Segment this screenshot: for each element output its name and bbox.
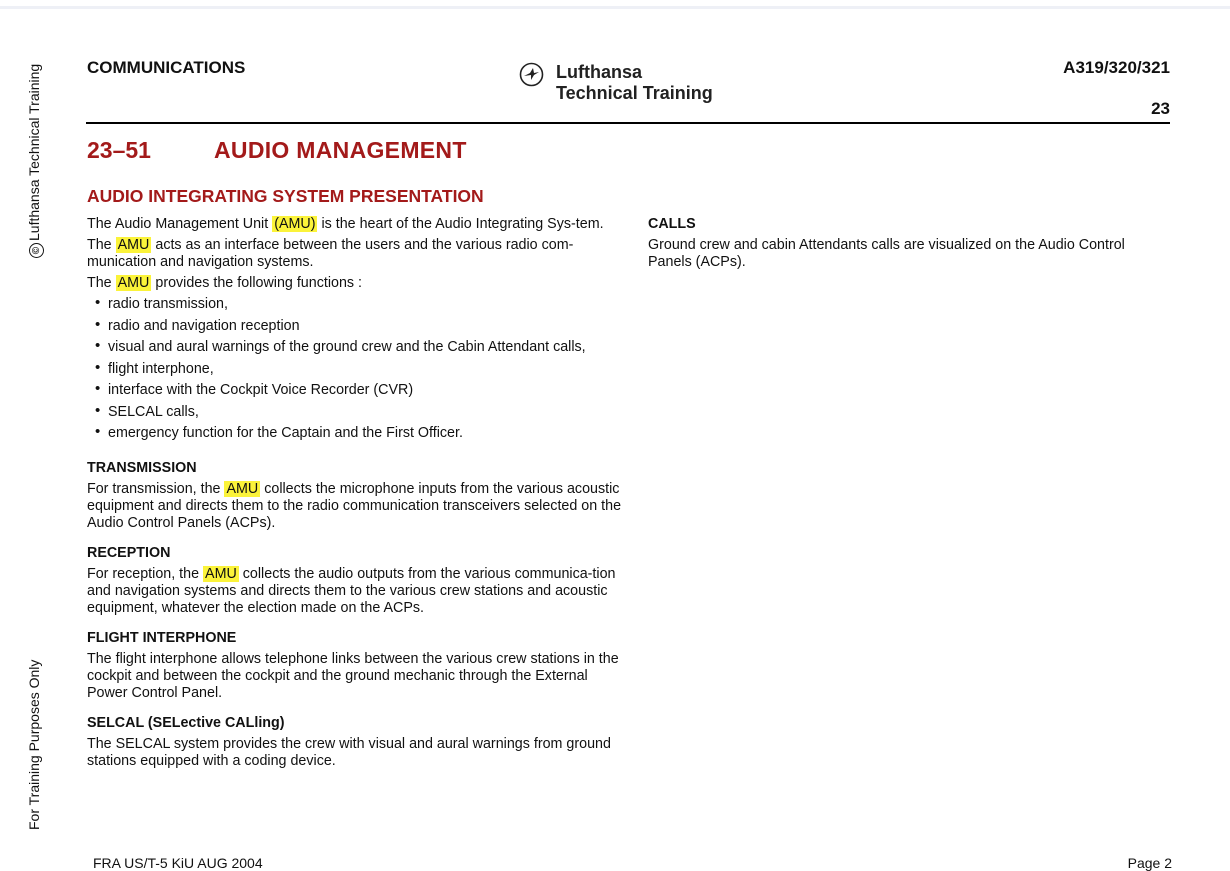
amu-highlight: (AMU) [274, 216, 316, 232]
chapter-label: COMMUNICATIONS [87, 58, 246, 77]
transmission-text: For transmission, the AMU collects the microphone inputs from the various acoustic equipment and directs them to the radio communication transceivers selected on the Audio Control Panels (ACPs). [87, 480, 622, 531]
logo-line-2: Technical Training [556, 83, 713, 103]
reception-text: For reception, the AMU collects the audio outputs from the various communica-tion and navigation systems and directs them to the various crew stations and acoustic equipment, whatever the election made on the ACPs. [87, 565, 616, 616]
page-number: Page 2 [1127, 855, 1172, 871]
logo-line-1: Lufthansa [556, 62, 643, 82]
list-item: • radio transmission, [87, 296, 622, 318]
intro-paragraph-2: The AMU acts as an interface between the users and the various radio com-munication and navigation systems. [87, 237, 574, 270]
calls-heading: CALLS [648, 216, 696, 232]
section-number: 23–51 [87, 137, 151, 163]
selcal-heading: SELCAL (SELective CALling) [87, 714, 285, 731]
lufthansa-logo [519, 62, 713, 104]
amu-highlight: AMU [117, 275, 150, 291]
intro-paragraph-3: The AMU provides the following functions : [87, 275, 362, 291]
training-note: For Training Purposes Only [26, 659, 42, 830]
amu-highlight: AMU [226, 480, 259, 497]
chapter-number: 23 [1151, 99, 1170, 118]
left-column [87, 216, 622, 774]
list-item: • interface with the Cockpit Voice Recorder (CVR) [87, 382, 622, 404]
amu-highlight: AMU [117, 237, 150, 253]
header-rule [86, 122, 1170, 124]
aircraft-type: A319/320/321 [1063, 58, 1170, 77]
top-border [0, 6, 1230, 9]
intro-paragraph-1: The Audio Management Unit (AMU) is the heart of the Audio Integrating Sys-tem. [87, 216, 604, 232]
selcal-text: The SELCAL system provides the crew with visual and aural warnings from ground stations equipped with a coding device. [87, 735, 611, 769]
section-title: AUDIO MANAGEMENT [214, 137, 467, 163]
copyright-text: Lufthansa Technical Training [26, 63, 42, 241]
calls-text: Ground crew and cabin Attendants calls are visualized on the Audio Control Panels (ACPs). [648, 237, 1125, 270]
interphone-text: The flight interphone allows telephone links between the various crew stations in the cockpit and between the cockpit and the ground mechanic through the External Power Control Panel. [87, 650, 619, 701]
list-item: • visual and aural warnings of the ground crew and the Cabin Attendant calls, [87, 339, 622, 361]
list-item: • flight interphone, [87, 361, 622, 383]
function-list [87, 296, 622, 447]
transmission-heading: TRANSMISSION [87, 459, 197, 476]
list-item: • radio and navigation reception [87, 318, 622, 340]
right-column [648, 216, 1168, 275]
copyright-sidebar [26, 64, 44, 258]
list-item: • emergency function for the Captain and the First Officer. [87, 425, 622, 447]
amu-highlight: AMU [205, 565, 237, 582]
section-subtitle: AUDIO INTEGRATING SYSTEM PRESENTATION [87, 186, 484, 206]
crane-logo-icon [519, 62, 544, 87]
interphone-heading: FLIGHT INTERPHONE [87, 629, 237, 646]
reception-heading: RECEPTION [87, 544, 171, 561]
list-item: • SELCAL calls, [87, 404, 622, 426]
footer-reference: FRA US/T-5 KiU AUG 2004 [93, 855, 263, 871]
copyright-icon: © [29, 243, 44, 258]
